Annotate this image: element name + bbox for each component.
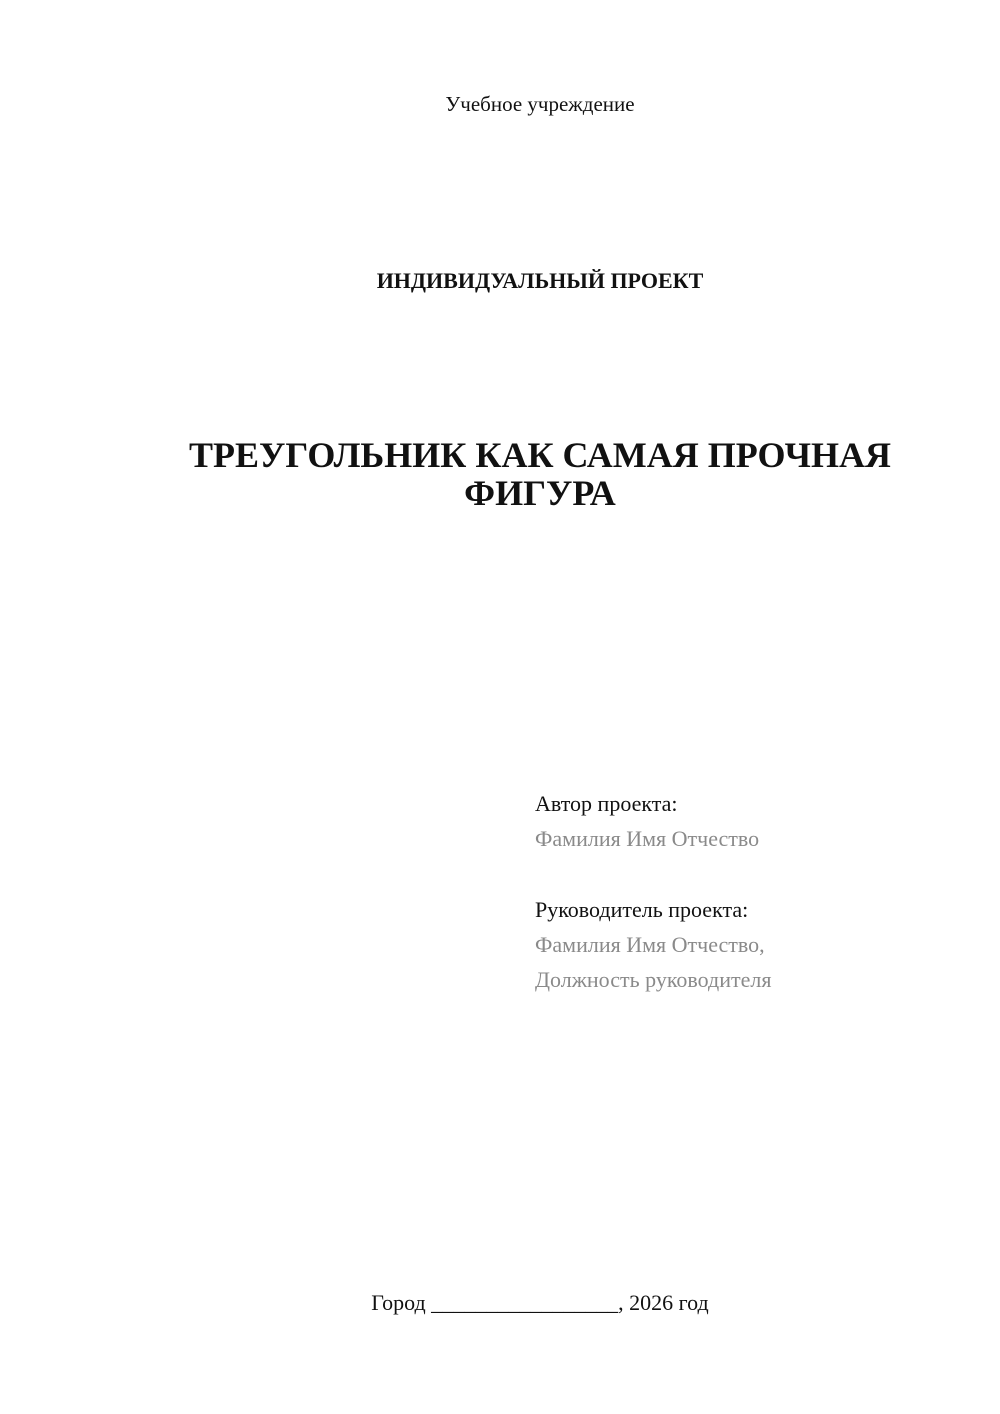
project-title — [170, 436, 910, 512]
institution-name: Учебное учреждение — [445, 92, 635, 116]
supervisor-position-placeholder: Должность руководителя — [535, 967, 772, 992]
city-year-footer: Город _________________, 2026 год — [371, 1290, 709, 1315]
supervisor-block — [535, 892, 975, 997]
project-title-line-1: ТРЕУГОЛЬНИК КАК САМАЯ ПРОЧНАЯ — [188, 435, 892, 475]
supervisor-label: Руководитель проекта: — [535, 897, 749, 922]
supervisor-name-placeholder: Фамилия Имя Отчество, — [535, 932, 765, 957]
author-label: Автор проекта: — [535, 791, 678, 816]
author-name-placeholder: Фамилия Имя Отчество — [535, 826, 760, 851]
project-type-heading: ИНДИВИДУАЛЬНЫЙ ПРОЕКТ — [376, 268, 704, 293]
project-title-line-2: ФИГУРА — [464, 473, 616, 513]
author-block — [535, 786, 975, 856]
